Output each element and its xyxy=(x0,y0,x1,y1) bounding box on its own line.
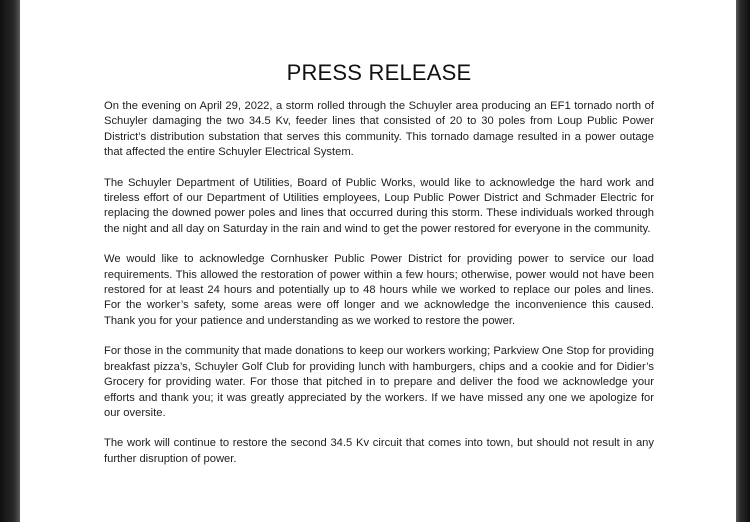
right-dark-border xyxy=(736,0,750,522)
paragraph-continuing-work: The work will continue to restore the second 34.5 Kv circuit that comes into town, but should not result in any further disruption of power. xyxy=(104,437,654,465)
left-dark-border xyxy=(0,0,20,522)
paragraph-acknowledgement-cornhusker: We would like to acknowledge Cornhusker Public Power District for providing power to service our load requirements. This allowed the restoration of power within a few hours; otherwise, power would not have been restored for at least 24 hours and potentially up to 48 hours while we worked to replace our poles and lines. For the worker’s safety, some areas were off longer and we acknowledge the inconvenience this caused. Thank you for your patience and understanding as we worked to restore the power. xyxy=(104,253,654,327)
page-title: PRESS RELEASE xyxy=(286,60,472,85)
paragraph-acknowledgement-crews: The Schuyler Department of Utilities, Board of Public Works, would like to acknowledge the hard work and tireless effort of our Department of Utilities employees, Loup Public Power District and Schmader Electric for replacing the downed power poles and lines that occurred during this storm. These individuals worked through the night and all day on Saturday in the rain and wind to get the power restored for everyone in the community. xyxy=(104,176,654,235)
document-body xyxy=(104,99,654,467)
paragraph-donations: For those in the community that made donations to keep our workers working; Parkview One Stop for providing breakfast pizza’s, Schuyler Golf Club for providing lunch with hamburgers, chips and a cookie and for Didier’s Grocery for providing water. For those that pitched in to prepare and deliver the food we acknowledge your efforts and thank you; it was greatly appreciated by the workers. If we have missed any one we apologize for our oversite. xyxy=(104,345,654,419)
document-page xyxy=(20,0,736,522)
paragraph-storm-summary: On the evening on April 29, 2022, a storm rolled through the Schuyler area producing an EF1 tornado north of Schuyler damaging the two 34.5 Kv, feeder lines that consisted of 20 to 30 poles from Loup Public Power District’s distribution substation that serves this community. This tornado damage resulted in a power outage that affected the entire Schuyler Electrical System. xyxy=(104,100,654,159)
